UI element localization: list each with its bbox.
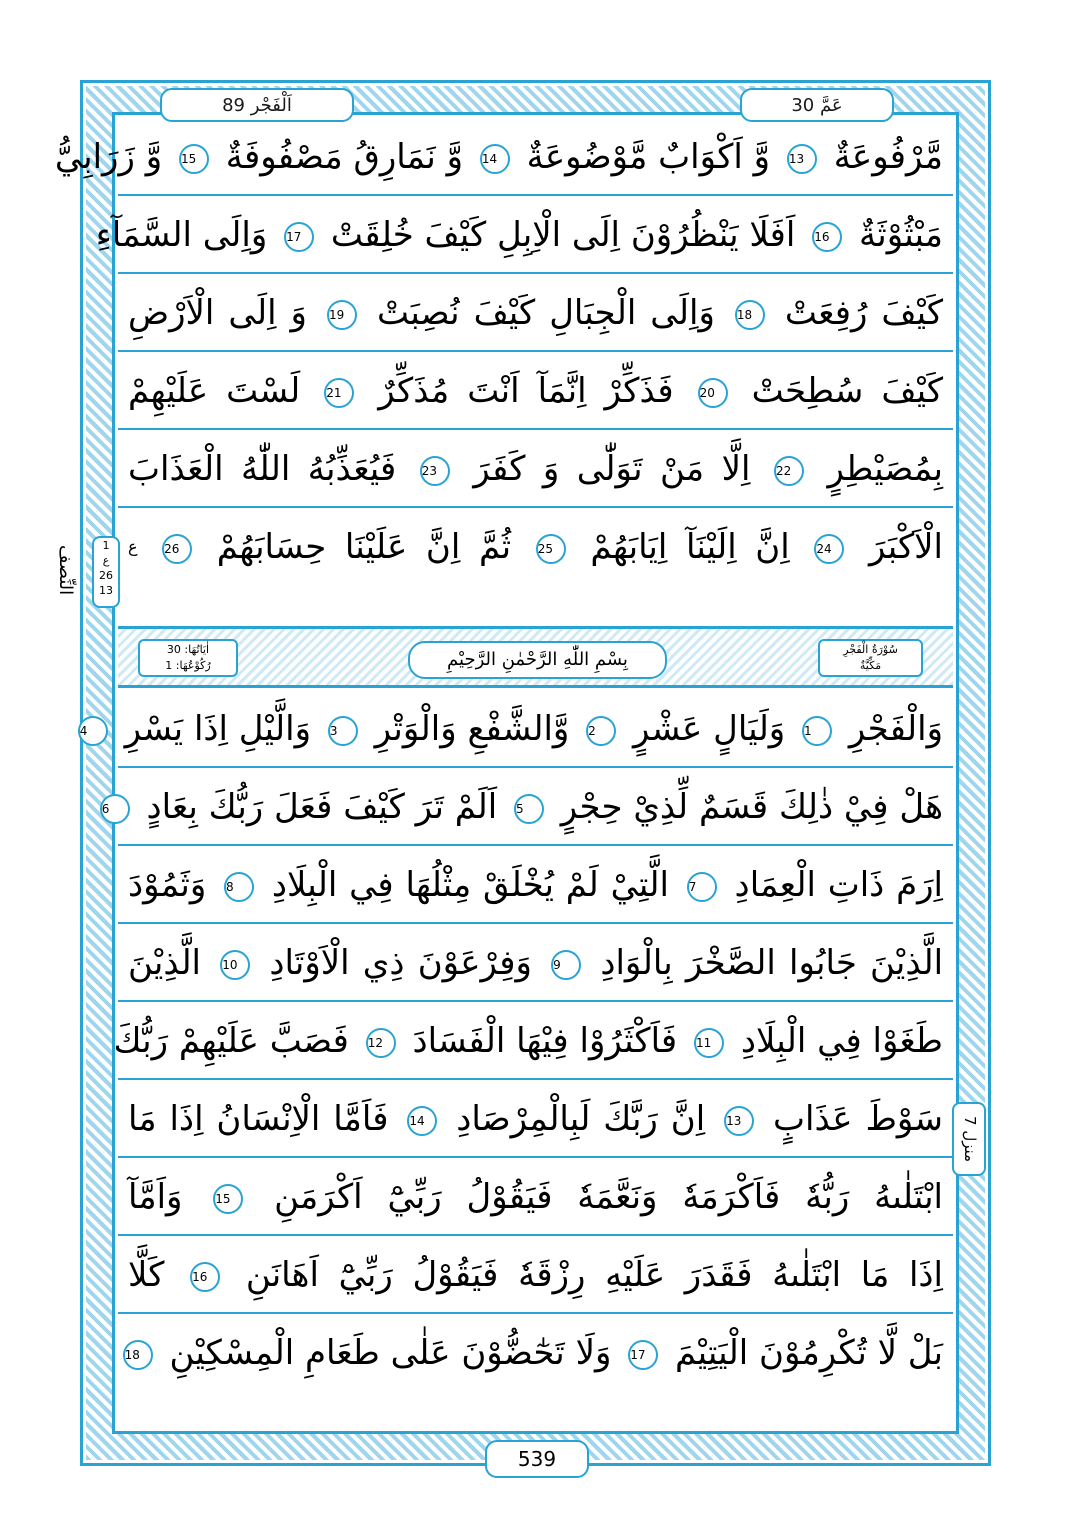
- verse-text: فَيُعَذِّبُهُ اللّٰهُ الْعَذَابَ: [128, 449, 397, 489]
- ayah-number-marker: 22: [774, 456, 804, 486]
- ayah-number-marker: 15: [213, 1184, 243, 1214]
- text-line: [118, 1158, 953, 1236]
- verse-text: وَاَمَّآ: [128, 1177, 183, 1217]
- verse-text: وَثَمُوْدَ: [128, 865, 207, 905]
- basmala: بِسْمِ اللّٰهِ الرَّحْمٰنِ الرَّحِيْمِ: [408, 641, 667, 679]
- ayah-number-marker: 19: [327, 300, 357, 330]
- ayah-number-marker: 15: [179, 144, 209, 174]
- surah-title-banner: [118, 626, 953, 688]
- text-line: [118, 924, 953, 1002]
- ruku-count: رُكُوْعُهَا: 1: [165, 659, 211, 672]
- text-line: [118, 274, 953, 352]
- ayah-number-marker: 21: [324, 378, 354, 408]
- text-line: [101, 768, 953, 846]
- ruku-mark: ع: [128, 537, 138, 556]
- verse-text: وَاِلَى الْجِبَالِ كَيْفَ نُصِبَتْ: [376, 293, 715, 333]
- verse-text: فَذَكِّرْ اِنَّمَآ اَنْتَ مُذَكِّرٌ: [378, 371, 674, 411]
- verse-text: وَّالشَّفْعِ وَالْوَتْرِ: [374, 709, 570, 749]
- verse-text: اِلَّا مَنْ تَوَلّٰى وَ كَفَرَ: [473, 449, 751, 489]
- ayah-number-marker: 14: [407, 1106, 437, 1136]
- verse-text: الَّذِيْنَ جَابُوا الصَّخْرَ بِالْوَادِ: [600, 943, 944, 983]
- verse-text: سَوْطَ عَذَابٍ: [772, 1099, 943, 1139]
- verse-text: ثُمَّ اِنَّ عَلَيْنَا حِسَابَهُمْ: [216, 527, 512, 567]
- verse-text: اَلَمْ تَرَ كَيْفَ فَعَلَ رَبُّكَ بِعَادٍ: [146, 787, 498, 827]
- ayah-number-marker: 12: [366, 1028, 396, 1058]
- ruku-side-marker: [92, 536, 120, 608]
- verse-text: الَّذِيْنَ: [128, 943, 201, 983]
- text-line: [118, 352, 953, 430]
- ayat-count: اٰيَاتُهَا: 30: [166, 643, 210, 656]
- ayah-number-marker: 23: [420, 456, 450, 486]
- ayah-number-marker: 5: [514, 794, 544, 824]
- verse-text: مَبْثُوْثَةٌ: [859, 215, 943, 255]
- ayah-number-marker: 7: [687, 872, 717, 902]
- ayah-number-marker: 24: [814, 534, 844, 564]
- ayah-number-marker: 17: [628, 1340, 658, 1370]
- verse-text: وَّ نَمَارِقُ مَصْفُوفَةٌ: [225, 137, 464, 177]
- verse-text: اِرَمَ ذَاتِ الْعِمَادِ: [734, 865, 943, 905]
- ayah-number-marker: 13: [787, 144, 817, 174]
- ayah-number-marker: 25: [536, 534, 566, 564]
- text-line: [79, 690, 953, 768]
- ayah-number-marker: 13: [724, 1106, 754, 1136]
- verse-text: لَسْتَ عَلَيْهِمْ: [128, 371, 301, 411]
- verse-text: هَلْ فِيْ ذٰلِكَ قَسَمٌ لِّذِيْ حِجْرٍ: [560, 787, 943, 827]
- text-line: [118, 846, 953, 924]
- verse-text: اِنَّ رَبَّكَ لَبِالْمِرْصَادِ: [456, 1099, 706, 1139]
- verse-text: فَصَبَّ عَلَيْهِمْ رَبُّكَ: [113, 1021, 349, 1061]
- ayat-ruku-count-box: [138, 639, 238, 677]
- verse-text: الَّتِيْ لَمْ يُخْلَقْ مِثْلُهَا فِي الْبِلَادِ: [271, 865, 669, 905]
- text-line: [118, 1080, 953, 1158]
- ayah-number-marker: 18: [123, 1340, 153, 1370]
- juz-name-header: عَمَّ 30: [740, 88, 894, 122]
- verse-text: وَفِرْعَوْنَ ذِي الْاَوْتَادِ: [269, 943, 532, 983]
- verse-text: مَّرْفُوعَةٌ: [833, 137, 943, 177]
- ruku-count-top: 1: [102, 539, 110, 552]
- ayah-number-marker: 16: [812, 222, 842, 252]
- verse-text: فَاَمَّا الْاِنْسَانُ اِذَا مَا: [128, 1099, 389, 1139]
- surah-name: سُوْرَةُ الْفَجْرِ: [843, 643, 898, 656]
- verse-text: وَلَيَالٍ عَشْرٍ: [632, 709, 786, 749]
- ruku-count-bottom: 13: [99, 584, 113, 597]
- page-number: 539: [485, 1440, 589, 1478]
- verse-text: وَالْفَجْرِ: [848, 709, 943, 749]
- text-line: [118, 430, 953, 508]
- verse-text: اَفَلَا يَنْظُرُوْنَ اِلَى الْاِبِلِ كَيْفَ خُلِقَتْ: [330, 215, 796, 255]
- text-line: [118, 508, 953, 586]
- ayah-number-marker: 17: [284, 222, 314, 252]
- ayah-number-marker: 10: [220, 950, 250, 980]
- text-line: [54, 118, 953, 196]
- verse-text: بِمُصَيْطِرٍ: [827, 449, 943, 489]
- surah-name-header: اَلْفَجْر 89: [160, 88, 354, 122]
- verse-text: وَالَّيْلِ اِذَا يَسْرِ: [124, 709, 312, 749]
- ayah-number-marker: 14: [480, 144, 510, 174]
- verse-text: ابْتَلٰىهُ رَبُّهٗ فَاَكْرَمَهٗ وَنَعَّمَهٗ فَيَقُوْلُ رَبِّيْٓ اَكْرَمَنِ: [274, 1177, 944, 1217]
- verse-text: اِنَّ اِلَيْنَآ اِيَابَهُمْ: [590, 527, 790, 567]
- verse-text: اِذَا مَا ابْتَلٰىهُ فَقَدَرَ عَلَيْهِ رِزْقَهٗ فَيَقُوْلُ رَبِّيْٓ اَهَانَنِ: [245, 1255, 944, 1295]
- manzil-marker: منزل 7: [952, 1102, 986, 1176]
- verse-text: الْاَكْبَرَ: [868, 527, 943, 567]
- ayah-number-marker: 9: [551, 950, 581, 980]
- ruku-ain-symbol: ع: [102, 554, 110, 567]
- verse-text: وَلَا تَحٰٓضُّوْنَ عَلٰى طَعَامِ الْمِسْكِيْنِ: [169, 1333, 612, 1373]
- nisf-label: النِّصف: [55, 544, 76, 596]
- ayah-number-marker: 16: [190, 1262, 220, 1292]
- verse-text: وَّ اَكْوَابٌ مَّوْضُوعَةٌ: [526, 137, 771, 177]
- verse-text: وَ اِلَى الْاَرْضِ: [128, 293, 307, 333]
- revelation-type: مَكِّيَّةٌ: [859, 659, 882, 672]
- ayah-number-marker: 6: [100, 794, 130, 824]
- text-line: [118, 1236, 953, 1314]
- ayah-number-marker: 18: [735, 300, 765, 330]
- ayah-number-marker: 26: [162, 534, 192, 564]
- ayah-number-marker: 11: [694, 1028, 724, 1058]
- verse-text: كَلَّا: [128, 1255, 165, 1295]
- verse-text: فَاَكْثَرُوْا فِيْهَا الْفَسَادَ: [412, 1021, 678, 1061]
- ayah-number-marker: 3: [328, 716, 358, 746]
- text-line: [113, 1002, 953, 1080]
- ayah-number-marker: 8: [224, 872, 254, 902]
- verse-text: بَلْ لَّا تُكْرِمُوْنَ الْيَتِيْمَ: [675, 1333, 943, 1373]
- ayah-number-marker: 1: [802, 716, 832, 746]
- lower-text-block: [79, 690, 953, 1392]
- verse-text: طَغَوْا فِي الْبِلَادِ: [740, 1021, 943, 1061]
- verse-text: وَاِلَى السَّمَآءِ: [95, 215, 268, 255]
- ayah-number-marker: 2: [586, 716, 616, 746]
- verse-text: كَيْفَ سُطِحَتْ: [751, 371, 944, 411]
- ayah-number-marker: 20: [698, 378, 728, 408]
- ruku-count-mid: 26: [99, 569, 113, 582]
- text-line: [95, 196, 953, 274]
- surah-name-box: [818, 639, 923, 677]
- verse-text: كَيْفَ رُفِعَتْ: [784, 293, 944, 333]
- text-line: [118, 1314, 953, 1392]
- verse-text: وَّ زَرَابِيُّ: [54, 137, 163, 177]
- ayah-number-marker: 4: [78, 716, 108, 746]
